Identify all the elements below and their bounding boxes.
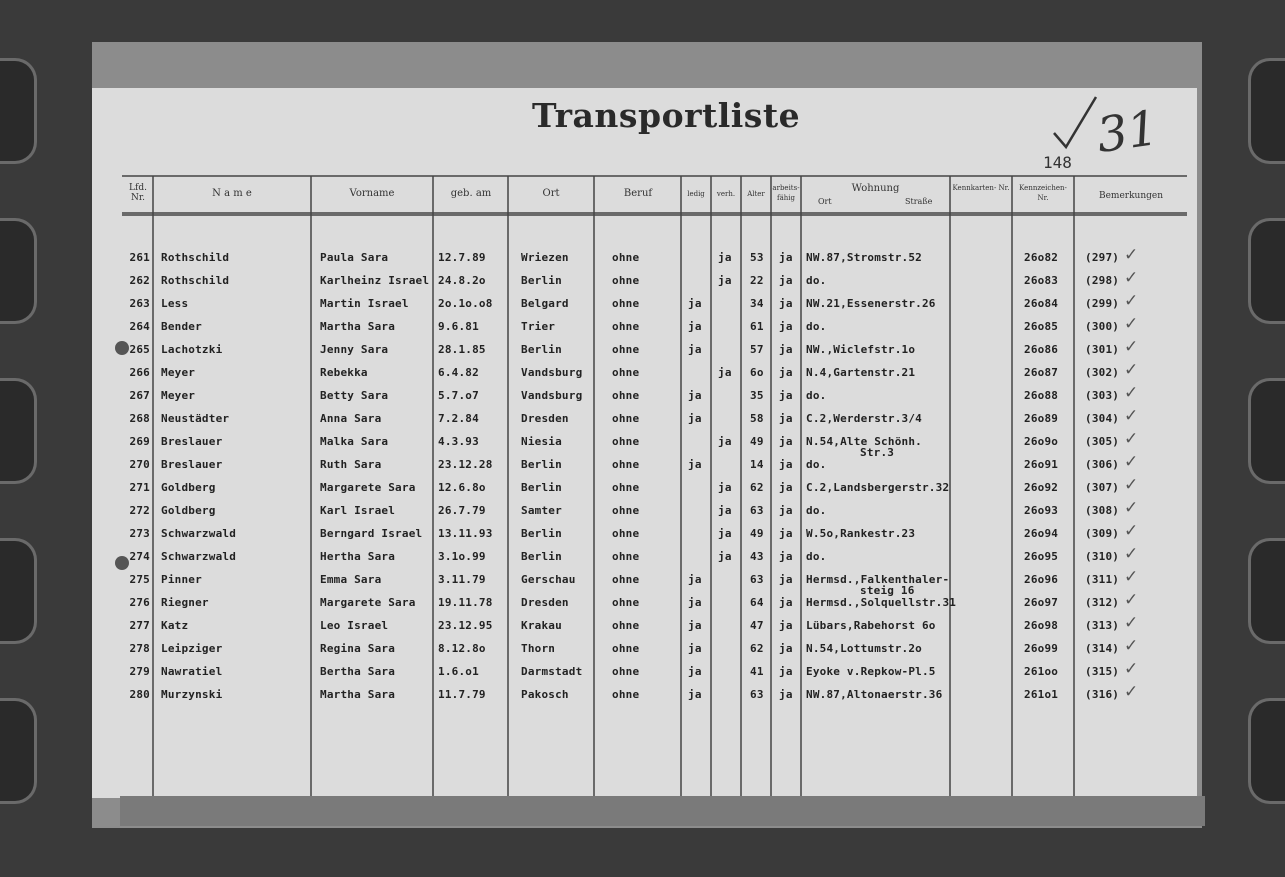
row-beruf: ohne xyxy=(612,573,640,586)
row-name: Goldberg xyxy=(161,504,216,517)
row-bemerkung: (309) xyxy=(1085,527,1120,540)
row-name: Rothschild xyxy=(161,274,230,287)
row-alter: 49 xyxy=(750,527,764,540)
row-bemerkung: (307) xyxy=(1085,481,1120,494)
row-arbeitsfaehig: ja xyxy=(779,320,793,333)
row-kennzeichen: 26o95 xyxy=(1024,550,1059,563)
row-number: 262 xyxy=(129,274,150,287)
row-vorname: Margarete Sara xyxy=(320,596,416,609)
row-birthplace: Dresden xyxy=(521,412,569,425)
document-title: Transportliste xyxy=(532,96,801,135)
row-number: 268 xyxy=(129,412,150,425)
row-arbeitsfaehig: ja xyxy=(779,297,793,310)
row-arbeitsfaehig: ja xyxy=(779,366,793,379)
row-wohnung: C.2,Werderstr.3/4 xyxy=(806,412,922,425)
row-name: Neustädter xyxy=(161,412,230,425)
row-wohnung: Eyoke v.Repkow-Pl.5 xyxy=(806,665,936,678)
row-birthplace: Dresden xyxy=(521,596,569,609)
row-bemerkung: (301) xyxy=(1085,343,1120,356)
row-birthplace: Darmstadt xyxy=(521,665,583,678)
row-vorname: Karl Israel xyxy=(320,504,396,517)
row-number: 275 xyxy=(129,573,150,586)
punch-mark xyxy=(115,556,129,570)
row-arbeitsfaehig: ja xyxy=(779,412,793,425)
row-number: 267 xyxy=(129,389,150,402)
check-icon: ✓ xyxy=(1124,521,1139,541)
row-wohnung: Hermsd.,Solquellstr.31 xyxy=(806,596,957,609)
row-kennzeichen: 26o84 xyxy=(1024,297,1059,310)
row-arbeitsfaehig: ja xyxy=(779,550,793,563)
row-alter: 61 xyxy=(750,320,764,333)
row-birthdate: 28.1.85 xyxy=(438,343,486,356)
row-number: 272 xyxy=(129,504,150,517)
punch-mark xyxy=(115,341,129,355)
row-alter: 43 xyxy=(750,550,764,563)
check-icon: ✓ xyxy=(1124,291,1139,311)
row-bemerkung: (311) xyxy=(1085,573,1120,586)
row-kennzeichen: 26o97 xyxy=(1024,596,1059,609)
check-icon: ✓ xyxy=(1124,544,1139,564)
row-birthplace: Vandsburg xyxy=(521,389,583,402)
row-beruf: ohne xyxy=(612,688,640,701)
row-number: 266 xyxy=(129,366,150,379)
check-icon: ✓ xyxy=(1124,636,1139,656)
row-verh: ja xyxy=(718,366,732,379)
row-bemerkung: (300) xyxy=(1085,320,1120,333)
row-bemerkung: (315) xyxy=(1085,665,1120,678)
row-name: Lachotzki xyxy=(161,343,223,356)
row-wohnung: do. xyxy=(806,389,827,402)
row-number: 261 xyxy=(129,251,150,264)
row-vorname: Ruth Sara xyxy=(320,458,382,471)
row-ledig: ja xyxy=(688,412,702,425)
check-icon: ✓ xyxy=(1124,337,1139,357)
row-birthplace: Berlin xyxy=(521,458,562,471)
row-alter: 22 xyxy=(750,274,764,287)
row-name: Meyer xyxy=(161,366,196,379)
row-vorname: Leo Israel xyxy=(320,619,389,632)
row-arbeitsfaehig: ja xyxy=(779,435,793,448)
row-arbeitsfaehig: ja xyxy=(779,274,793,287)
row-wohnung: do. xyxy=(806,458,827,471)
row-name: Bender xyxy=(161,320,202,333)
row-wohnung: N.54,Alte Schönh. xyxy=(806,435,922,448)
row-arbeitsfaehig: ja xyxy=(779,573,793,586)
row-birthplace: Krakau xyxy=(521,619,562,632)
row-kennzeichen: 26o87 xyxy=(1024,366,1059,379)
row-birthdate: 13.11.93 xyxy=(438,527,493,540)
check-icon: ✓ xyxy=(1124,383,1139,403)
header-kennkarten: Kennkarten- Nr. xyxy=(952,184,1010,192)
row-birthdate: 7.2.84 xyxy=(438,412,479,425)
row-number: 274 xyxy=(129,550,150,563)
row-alter: 62 xyxy=(750,642,764,655)
check-icon: ✓ xyxy=(1124,567,1139,587)
header-alter: Alter xyxy=(747,190,765,198)
row-bemerkung: (298) xyxy=(1085,274,1120,287)
row-name: Leipziger xyxy=(161,642,223,655)
row-beruf: ohne xyxy=(612,481,640,494)
row-birthdate: 12.7.89 xyxy=(438,251,486,264)
check-icon: ✓ xyxy=(1124,314,1139,334)
header-wohnung-strasse: Straße xyxy=(905,197,933,206)
row-name: Less xyxy=(161,297,189,310)
row-verh: ja xyxy=(718,527,732,540)
row-arbeitsfaehig: ja xyxy=(779,504,793,517)
row-kennzeichen: 26o89 xyxy=(1024,412,1059,425)
row-kennzeichen: 26o88 xyxy=(1024,389,1059,402)
row-wohnung: N.54,Lottumstr.2o xyxy=(806,642,922,655)
row-vorname: Betty Sara xyxy=(320,389,389,402)
row-vorname: Paula Sara xyxy=(320,251,389,264)
row-arbeitsfaehig: ja xyxy=(779,596,793,609)
check-icon: ✓ xyxy=(1124,475,1139,495)
row-alter: 63 xyxy=(750,573,764,586)
check-icon: ✓ xyxy=(1124,590,1139,610)
row-vorname: Martha Sara xyxy=(320,320,396,333)
row-kennzeichen: 26o98 xyxy=(1024,619,1059,632)
row-birthdate: 1.6.o1 xyxy=(438,665,479,678)
row-arbeitsfaehig: ja xyxy=(779,343,793,356)
row-name: Katz xyxy=(161,619,189,632)
row-birthdate: 26.7.79 xyxy=(438,504,486,517)
row-kennzeichen: 26o96 xyxy=(1024,573,1059,586)
row-birthdate: 23.12.28 xyxy=(438,458,493,471)
row-vorname: Malka Sara xyxy=(320,435,389,448)
row-verh: ja xyxy=(718,504,732,517)
row-birthplace: Trier xyxy=(521,320,556,333)
row-arbeitsfaehig: ja xyxy=(779,251,793,264)
row-wohnung: NW.87,Altonaerstr.36 xyxy=(806,688,943,701)
row-birthdate: 2o.1o.o8 xyxy=(438,297,493,310)
row-birthdate: 4.3.93 xyxy=(438,435,479,448)
header-geb-am: geb. am xyxy=(450,188,492,199)
row-kennzeichen: 26o99 xyxy=(1024,642,1059,655)
row-birthdate: 3.11.79 xyxy=(438,573,486,586)
row-vorname: Jenny Sara xyxy=(320,343,389,356)
check-icon: ✓ xyxy=(1124,406,1139,426)
row-ledig: ja xyxy=(688,389,702,402)
row-name: Rothschild xyxy=(161,251,230,264)
row-kennzeichen: 26o92 xyxy=(1024,481,1059,494)
header-verh: verh. xyxy=(716,190,736,198)
row-name: Schwarzwald xyxy=(161,527,237,540)
row-kennzeichen: 26o9o xyxy=(1024,435,1059,448)
row-alter: 53 xyxy=(750,251,764,264)
row-arbeitsfaehig: ja xyxy=(779,665,793,678)
row-vorname: Berngard Israel xyxy=(320,527,423,540)
row-number: 280 xyxy=(129,688,150,701)
row-bemerkung: (304) xyxy=(1085,412,1120,425)
row-arbeitsfaehig: ja xyxy=(779,619,793,632)
row-birthplace: Wriezen xyxy=(521,251,569,264)
row-number: 278 xyxy=(129,642,150,655)
row-vorname: Emma Sara xyxy=(320,573,382,586)
check-icon: ✓ xyxy=(1124,498,1139,518)
row-alter: 49 xyxy=(750,435,764,448)
row-vorname: Margarete Sara xyxy=(320,481,416,494)
row-name: Goldberg xyxy=(161,481,216,494)
row-wohnung: do. xyxy=(806,274,827,287)
row-alter: 64 xyxy=(750,596,764,609)
row-birthplace: Berlin xyxy=(521,343,562,356)
row-beruf: ohne xyxy=(612,412,640,425)
row-wohnung: do. xyxy=(806,550,827,563)
row-beruf: ohne xyxy=(612,320,640,333)
row-kennzeichen: 26o86 xyxy=(1024,343,1059,356)
row-vorname: Karlheinz Israel xyxy=(320,274,430,287)
row-wohnung-line2: Str.3 xyxy=(860,446,895,459)
row-birthdate: 9.6.81 xyxy=(438,320,479,333)
row-vorname: Anna Sara xyxy=(320,412,382,425)
row-ledig: ja xyxy=(688,619,702,632)
row-birthplace: Vandsburg xyxy=(521,366,583,379)
row-alter: 63 xyxy=(750,688,764,701)
row-kennzeichen: 26o83 xyxy=(1024,274,1059,287)
check-icon: ✓ xyxy=(1124,268,1139,288)
row-number: 269 xyxy=(129,435,150,448)
row-vorname: Regina Sara xyxy=(320,642,396,655)
row-birthdate: 12.6.8o xyxy=(438,481,486,494)
row-wohnung: NW.21,Essenerstr.26 xyxy=(806,297,936,310)
row-beruf: ohne xyxy=(612,665,640,678)
row-kennzeichen: 26o91 xyxy=(1024,458,1059,471)
row-bemerkung: (303) xyxy=(1085,389,1120,402)
row-bemerkung: (302) xyxy=(1085,366,1120,379)
row-bemerkung: (299) xyxy=(1085,297,1120,310)
row-ledig: ja xyxy=(688,688,702,701)
row-number: 271 xyxy=(129,481,150,494)
header-lfd-nr: Lfd. Nr. xyxy=(129,183,147,203)
row-birthdate: 23.12.95 xyxy=(438,619,493,632)
header-arbeitsfaehig: arbeits- fähig xyxy=(772,184,800,202)
row-number: 263 xyxy=(129,297,150,310)
row-ledig: ja xyxy=(688,343,702,356)
header-bemerkungen: Bemerkungen xyxy=(1098,191,1164,201)
row-name: Breslauer xyxy=(161,435,223,448)
row-beruf: ohne xyxy=(612,642,640,655)
row-number: 277 xyxy=(129,619,150,632)
row-wohnung: Hermsd.,Falkenthaler- xyxy=(806,573,950,586)
row-beruf: ohne xyxy=(612,619,640,632)
row-kennzeichen: 26o85 xyxy=(1024,320,1059,333)
row-bemerkung: (308) xyxy=(1085,504,1120,517)
header-beruf: Beruf xyxy=(623,188,653,199)
row-kennzeichen: 26o94 xyxy=(1024,527,1059,540)
row-alter: 35 xyxy=(750,389,764,402)
row-birthdate: 19.11.78 xyxy=(438,596,493,609)
row-verh: ja xyxy=(718,435,732,448)
row-arbeitsfaehig: ja xyxy=(779,527,793,540)
row-birthplace: Gerschau xyxy=(521,573,576,586)
row-beruf: ohne xyxy=(612,596,640,609)
row-bemerkung: (305) xyxy=(1085,435,1120,448)
row-alter: 14 xyxy=(750,458,764,471)
row-beruf: ohne xyxy=(612,550,640,563)
row-kennzeichen: 261oo xyxy=(1024,665,1059,678)
header-ort: Ort xyxy=(542,188,560,199)
row-bemerkung: (314) xyxy=(1085,642,1120,655)
row-birthdate: 5.7.o7 xyxy=(438,389,479,402)
row-verh: ja xyxy=(718,481,732,494)
row-birthdate: 6.4.82 xyxy=(438,366,479,379)
row-wohnung: NW.87,Stromstr.52 xyxy=(806,251,922,264)
handwritten-number: 31 xyxy=(1093,100,1162,164)
row-alter: 58 xyxy=(750,412,764,425)
row-name: Nawratiel xyxy=(161,665,223,678)
row-birthdate: 24.8.2o xyxy=(438,274,486,287)
row-beruf: ohne xyxy=(612,274,640,287)
row-vorname: Bertha Sara xyxy=(320,665,396,678)
row-birthplace: Berlin xyxy=(521,274,562,287)
row-name: Riegner xyxy=(161,596,209,609)
row-ledig: ja xyxy=(688,596,702,609)
row-bemerkung: (310) xyxy=(1085,550,1120,563)
row-name: Schwarzwald xyxy=(161,550,237,563)
row-wohnung: Lübars,Rabehorst 6o xyxy=(806,619,936,632)
row-arbeitsfaehig: ja xyxy=(779,389,793,402)
row-arbeitsfaehig: ja xyxy=(779,642,793,655)
row-arbeitsfaehig: ja xyxy=(779,458,793,471)
row-beruf: ohne xyxy=(612,527,640,540)
row-number: 279 xyxy=(129,665,150,678)
row-number: 276 xyxy=(129,596,150,609)
row-birthplace: Belgard xyxy=(521,297,569,310)
row-bemerkung: (306) xyxy=(1085,458,1120,471)
header-wohnung-ort: Ort xyxy=(818,197,832,206)
row-arbeitsfaehig: ja xyxy=(779,688,793,701)
row-beruf: ohne xyxy=(612,366,640,379)
row-alter: 34 xyxy=(750,297,764,310)
row-name: Meyer xyxy=(161,389,196,402)
row-verh: ja xyxy=(718,251,732,264)
row-ledig: ja xyxy=(688,665,702,678)
row-beruf: ohne xyxy=(612,389,640,402)
row-vorname: Hertha Sara xyxy=(320,550,396,563)
row-birthplace: Berlin xyxy=(521,481,562,494)
header-vorname: Vorname xyxy=(349,188,395,199)
row-wohnung: do. xyxy=(806,320,827,333)
row-wohnung: C.2,Landsbergerstr.32 xyxy=(806,481,950,494)
row-alter: 63 xyxy=(750,504,764,517)
row-birthplace: Thorn xyxy=(521,642,556,655)
row-number: 273 xyxy=(129,527,150,540)
row-name: Pinner xyxy=(161,573,202,586)
row-birthdate: 11.7.79 xyxy=(438,688,486,701)
row-beruf: ohne xyxy=(612,504,640,517)
row-birthdate: 3.1o.99 xyxy=(438,550,486,563)
row-kennzeichen: 26o93 xyxy=(1024,504,1059,517)
row-ledig: ja xyxy=(688,573,702,586)
row-name: Murzynski xyxy=(161,688,223,701)
row-wohnung: NW.,Wiclefstr.1o xyxy=(806,343,916,356)
row-birthplace: Berlin xyxy=(521,527,562,540)
row-birthplace: Pakosch xyxy=(521,688,569,701)
row-alter: 41 xyxy=(750,665,764,678)
row-ledig: ja xyxy=(688,458,702,471)
row-bemerkung: (312) xyxy=(1085,596,1120,609)
check-icon: ✓ xyxy=(1124,245,1139,265)
row-vorname: Rebekka xyxy=(320,366,368,379)
row-kennzeichen: 26o82 xyxy=(1024,251,1059,264)
check-icon: ✓ xyxy=(1124,360,1139,380)
row-number: 270 xyxy=(129,458,150,471)
row-arbeitsfaehig: ja xyxy=(779,481,793,494)
row-ledig: ja xyxy=(688,297,702,310)
row-vorname: Martha Sara xyxy=(320,688,396,701)
row-wohnung: N.4,Gartenstr.21 xyxy=(806,366,916,379)
row-beruf: ohne xyxy=(612,458,640,471)
row-alter: 57 xyxy=(750,343,764,356)
row-vorname: Martin Israel xyxy=(320,297,409,310)
page-number: 148 xyxy=(1043,153,1072,172)
header-wohnung: Wohnung xyxy=(851,183,900,194)
row-ledig: ja xyxy=(688,320,702,333)
row-birthplace: Samter xyxy=(521,504,562,517)
row-birthplace: Berlin xyxy=(521,550,562,563)
row-alter: 6o xyxy=(750,366,764,379)
check-icon: ✓ xyxy=(1124,613,1139,633)
check-icon: ✓ xyxy=(1124,659,1139,679)
row-beruf: ohne xyxy=(612,297,640,310)
row-wohnung: W.5o,Rankestr.23 xyxy=(806,527,916,540)
row-alter: 62 xyxy=(750,481,764,494)
row-birthdate: 8.12.8o xyxy=(438,642,486,655)
row-kennzeichen: 261o1 xyxy=(1024,688,1059,701)
row-number: 264 xyxy=(129,320,150,333)
row-beruf: ohne xyxy=(612,251,640,264)
check-icon: ✓ xyxy=(1124,429,1139,449)
row-bemerkung: (316) xyxy=(1085,688,1120,701)
row-alter: 47 xyxy=(750,619,764,632)
row-verh: ja xyxy=(718,550,732,563)
header-kennzeichen: Kennzeichen- Nr. xyxy=(1019,184,1067,202)
check-icon: ✓ xyxy=(1124,452,1139,472)
row-birthplace: Niesia xyxy=(521,435,562,448)
row-verh: ja xyxy=(718,274,732,287)
row-beruf: ohne xyxy=(612,343,640,356)
check-icon: ✓ xyxy=(1124,682,1139,702)
header-name: N a m e xyxy=(212,188,252,199)
row-beruf: ohne xyxy=(612,435,640,448)
row-wohnung-line2: steig 16 xyxy=(860,584,915,597)
row-wohnung: do. xyxy=(806,504,827,517)
header-ledig: ledig xyxy=(687,190,705,198)
row-ledig: ja xyxy=(688,642,702,655)
row-bemerkung: (313) xyxy=(1085,619,1120,632)
row-number: 265 xyxy=(129,343,150,356)
row-bemerkung: (297) xyxy=(1085,251,1120,264)
row-name: Breslauer xyxy=(161,458,223,471)
